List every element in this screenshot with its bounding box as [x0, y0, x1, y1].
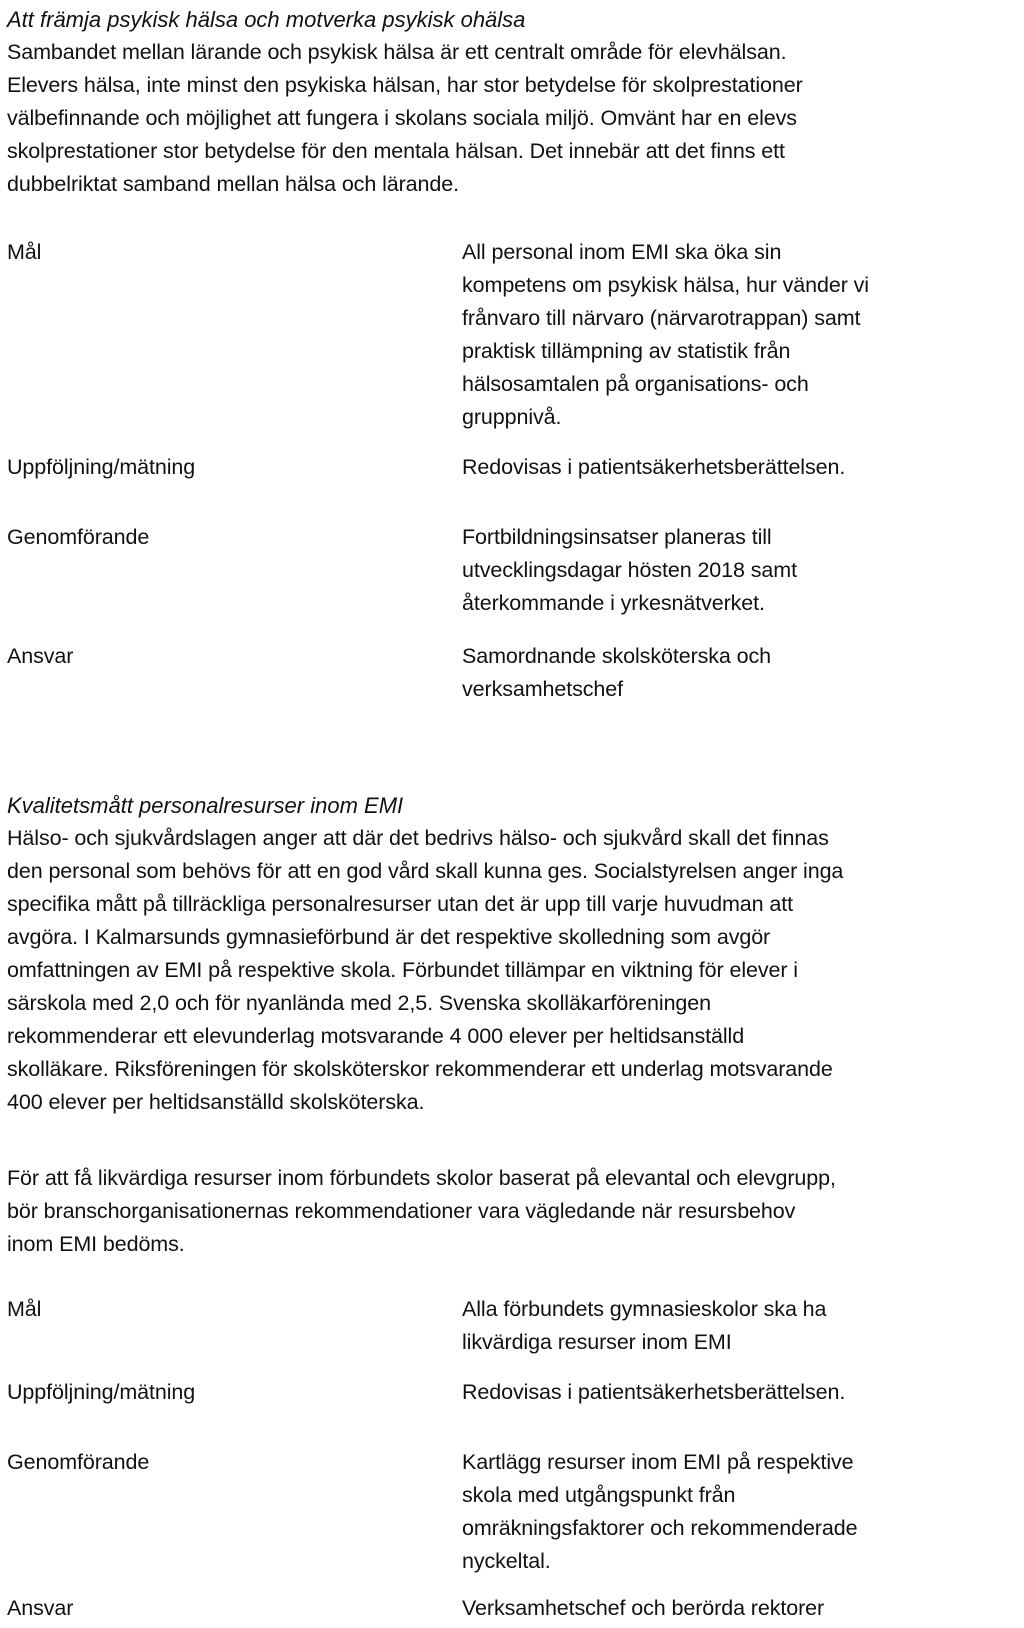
section1 [7, 3, 1019, 201]
paragraph-line: omfattningen av EMI på respektive skola. Förbundet tillämpar en viktning för elever i [7, 958, 798, 982]
section1-paragraph [7, 36, 1019, 201]
row-value-followup [462, 1376, 1002, 1409]
row-label-implementation: Genomförande [7, 1450, 150, 1474]
paragraph-line: Elevers hälsa, inte minst den psykiska hälsan, har stor betydelse för skolprestationer [7, 73, 803, 97]
section2 [7, 789, 1019, 1119]
paragraph-line: Sambandet mellan lärande och psykisk hälsa är ett centralt område för elevhälsan. [7, 40, 787, 64]
value-line: Samordnande skolsköterska och [462, 644, 772, 668]
value-line: praktisk tillämpning av statistik från [462, 339, 791, 363]
row-value-followup [462, 451, 1002, 484]
value-line: kompetens om psykisk hälsa, hur vänder vi [462, 273, 869, 297]
paragraph-line: dubbelriktat samband mellan hälsa och lärande. [7, 172, 459, 196]
paragraph-line: Hälso- och sjukvårdslagen anger att där det bedrivs hälso- och sjukvård skall det finnas [7, 826, 829, 850]
paragraph-line: välbefinnande och möjlighet att fungera i skolans sociala miljö. Omvänt har en elevs [7, 106, 797, 130]
row-value-responsibility [462, 640, 1002, 706]
row-value-implementation [462, 521, 1002, 620]
row-label-implementation: Genomförande [7, 525, 150, 549]
value-line: frånvaro till närvaro (närvarotrappan) samt [462, 306, 861, 330]
value-line: skola med utgångspunkt från [462, 1483, 736, 1507]
value-line: Redovisas i patientsäkerhetsberättelsen. [462, 1380, 846, 1404]
section2-heading: Kvalitetsmått personalresurser inom EMI [7, 793, 404, 818]
row-label-goal: Mål [7, 240, 42, 264]
value-line: All personal inom EMI ska öka sin [462, 240, 782, 264]
row-value-implementation [462, 1446, 1002, 1578]
paragraph-line: särskola med 2,0 och för nyanlända med 2,5. Svenska skolläkarföreningen [7, 991, 712, 1015]
row-value-responsibility [462, 1592, 1002, 1625]
value-line: Fortbildningsinsatser planeras till [462, 525, 772, 549]
section2-paragraph [7, 822, 1019, 1119]
row-label-goal: Mål [7, 1297, 42, 1321]
row-value-goal [462, 236, 1002, 434]
paragraph-line: avgöra. I Kalmarsunds gymnasieförbund är det respektive skolledning som avgör [7, 925, 771, 949]
value-line: gruppnivå. [462, 405, 562, 429]
value-line: återkommande i yrkesnätverket. [462, 591, 765, 615]
section2-paragraph2 [7, 1162, 1019, 1261]
value-line: utvecklingsdagar hösten 2018 samt [462, 558, 797, 582]
paragraph-line: den personal som behövs för att en god vård skall kunna ges. Socialstyrelsen anger inga [7, 859, 844, 883]
paragraph-line: inom EMI bedöms. [7, 1232, 185, 1256]
value-line: hälsosamtalen på organisations- och [462, 372, 809, 396]
value-line: omräkningsfaktorer och rekommenderade [462, 1516, 858, 1540]
row-label-followup: Uppföljning/mätning [7, 455, 196, 479]
paragraph-line: För att få likvärdiga resurser inom förbundets skolor baserat på elevantal och elevgrupp, [7, 1166, 836, 1190]
row-label-followup: Uppföljning/mätning [7, 1380, 196, 1404]
value-line: Alla förbundets gymnasieskolor ska ha [462, 1297, 827, 1321]
paragraph-line: rekommenderar ett elevunderlag motsvarande 4 000 elever per heltidsanställd [7, 1024, 745, 1048]
value-line: verksamhetschef [462, 677, 624, 701]
row-label-responsibility: Ansvar [7, 1596, 74, 1620]
paragraph-line: skolläkare. Riksföreningen för skolsköterskor rekommenderar ett underlag motsvarande [7, 1057, 833, 1081]
value-line: Verksamhetschef och berörda rektorer [462, 1596, 825, 1620]
value-line: likvärdiga resurser inom EMI [462, 1330, 732, 1354]
row-label-responsibility: Ansvar [7, 644, 74, 668]
paragraph-line: skolprestationer stor betydelse för den mentala hälsan. Det innebär att det finns ett [7, 139, 785, 163]
paragraph-line: specifika mått på tillräckliga personalresurser utan det är upp till varje huvudman att [7, 892, 794, 916]
paragraph-line: 400 elever per heltidsanställd skolsköterska. [7, 1090, 425, 1114]
value-line: Kartlägg resurser inom EMI på respektive [462, 1450, 854, 1474]
value-line: nyckeltal. [462, 1549, 551, 1573]
paragraph-line: bör branschorganisationernas rekommendationer vara vägledande när resursbehov [7, 1199, 796, 1223]
row-value-goal [462, 1293, 1002, 1359]
value-line: Redovisas i patientsäkerhetsberättelsen. [462, 455, 846, 479]
section1-heading: Att främja psykisk hälsa och motverka psykisk ohälsa [7, 7, 526, 32]
